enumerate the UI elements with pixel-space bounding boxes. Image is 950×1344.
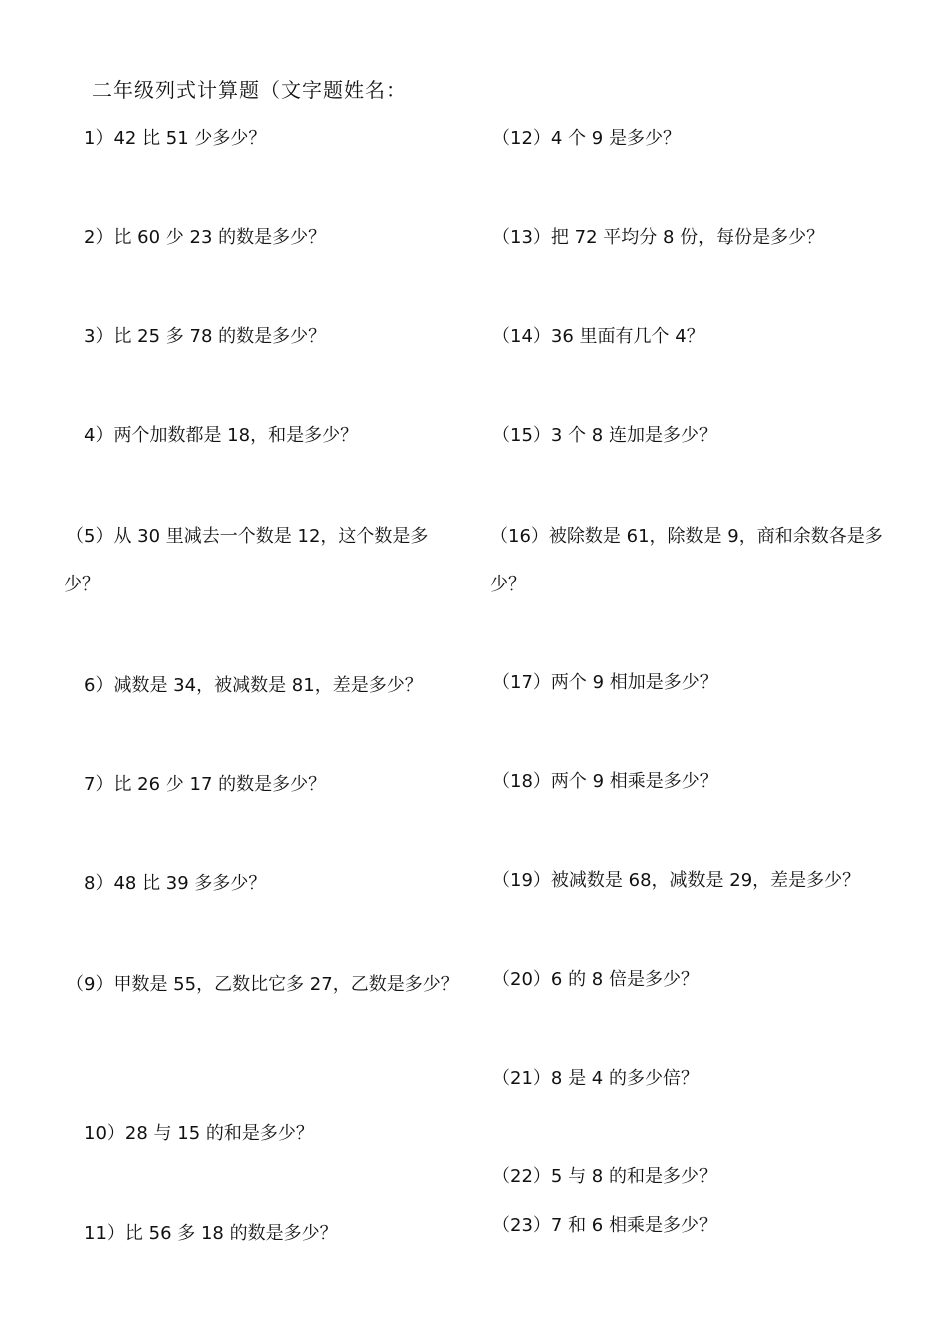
- question-9: （9）甲数是 55，乙数比它多 27，乙数是多少？: [66, 974, 459, 995]
- question-19: （19）被减数是 68，减数是 29，差是多少？: [492, 870, 861, 891]
- question-12: （12）4 个 9 是多少？: [492, 128, 681, 149]
- question-18: （18）两个 9 相乘是多少？: [492, 771, 718, 792]
- question-23: （23）7 和 6 相乘是多少？: [492, 1215, 717, 1236]
- question-14: （14）36 里面有几个 4？: [492, 326, 705, 347]
- question-20: （20）6 的 8 倍是多少？: [492, 969, 699, 990]
- question-3: 3）比 25 多 78 的数是多少？: [84, 326, 327, 347]
- question-6: 6）减数是 34，被减数是 81，差是多少？: [84, 675, 423, 696]
- question-5: （5）从 30 里减去一个数是 12，这个数是多少？: [64, 526, 429, 595]
- question-15: （15）3 个 8 连加是多少？: [492, 425, 717, 446]
- worksheet-title: 二年级列式计算题（文字题姓名：: [92, 78, 407, 102]
- question-13: （13）把 72 平均分 8 份，每份是多少？: [492, 227, 825, 248]
- question-7: 7）比 26 少 17 的数是多少？: [84, 774, 327, 795]
- question-11: 11）比 56 多 18 的数是多少？: [84, 1223, 338, 1244]
- question-2: 2）比 60 少 23 的数是多少？: [84, 227, 327, 248]
- question-4: 4）两个加数都是 18，和是多少？: [84, 425, 359, 446]
- question-8: 8）48 比 39 多多少？: [84, 873, 267, 894]
- question-10: 10）28 与 15 的和是多少？: [84, 1123, 314, 1144]
- question-22: （22）5 与 8 的和是多少？: [492, 1166, 717, 1187]
- question-17: （17）两个 9 相加是多少？: [492, 672, 718, 693]
- question-21: （21）8 是 4 的多少倍？: [492, 1068, 699, 1089]
- question-1: 1）42 比 51 少多少？: [84, 128, 267, 149]
- question-16: （16）被除数是 61，除数是 9，商和余数各是多少？: [490, 526, 883, 595]
